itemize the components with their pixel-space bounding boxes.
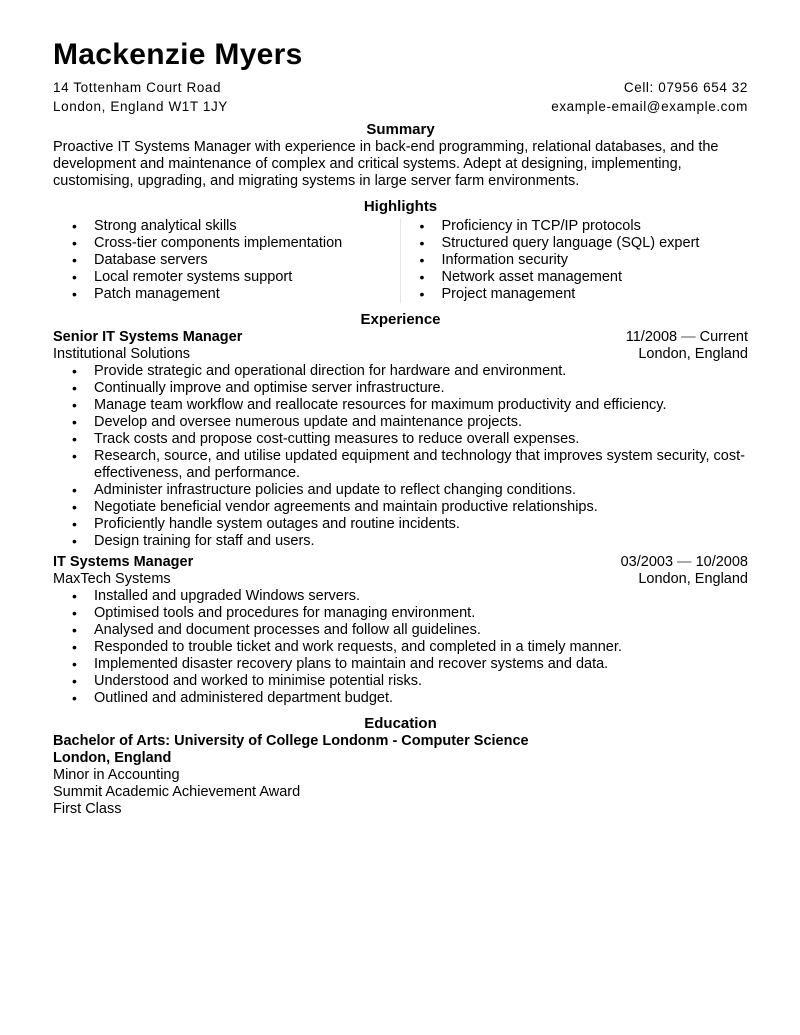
- highlight-item: • Cross-tier components implementation: [53, 235, 401, 252]
- job-header: [53, 329, 748, 346]
- education-honours: First Class: [53, 801, 122, 817]
- duty-item: • Continually improve and optimise server infrastructure.: [53, 380, 748, 397]
- duty-item: • Provide strategic and operational direction for hardware and environment.: [53, 363, 748, 380]
- job-start-date: 03/2003: [620, 554, 674, 570]
- duty-item: • Design training for staff and users.: [53, 533, 748, 550]
- duty-item: • Administer infrastructure policies and update to reflect changing conditions.: [53, 482, 748, 499]
- duty-item: • Manage team workflow and reallocate resources for maximum productivity and efficiency.: [53, 397, 748, 414]
- highlights-list: [53, 218, 748, 303]
- job-title: Senior IT Systems Manager: [53, 329, 243, 345]
- job-company-row: [53, 346, 748, 363]
- job-dates: [626, 329, 748, 346]
- email-address: example-email@example.com: [551, 99, 748, 114]
- highlight-item: • Strong analytical skills: [53, 218, 401, 235]
- job-company: MaxTech Systems: [53, 571, 171, 587]
- duty-item: • Negotiate beneficial vendor agreements and maintain productive relationships.: [53, 499, 748, 516]
- duty-item: • Optimised tools and procedures for managing environment.: [53, 605, 748, 622]
- duty-item: • Responded to trouble ticket and work requests, and completed in a timely manner.: [53, 639, 748, 656]
- job-duties-list: [53, 588, 748, 707]
- highlight-item: • Network asset management: [401, 269, 749, 286]
- job-location: London, England: [638, 571, 748, 587]
- job-duties-list: [53, 363, 748, 550]
- job-entry-it-systems-manager: [53, 554, 748, 707]
- address-line-2: London, England W1T 1JY: [53, 99, 228, 114]
- date-separator: —: [677, 554, 692, 570]
- highlights-heading: Highlights: [363, 198, 438, 215]
- duty-item: • Research, source, and utilise updated equipment and technology that improves system security, cost-effectiveness, and performance.: [53, 448, 748, 482]
- duty-item: • Understood and worked to minimise potential risks.: [53, 673, 748, 690]
- duty-item: • Proficiently handle system outages and routine incidents.: [53, 516, 748, 533]
- summary-heading: Summary: [366, 121, 435, 138]
- highlight-item: • Information security: [401, 252, 749, 269]
- resume-page: [53, 38, 748, 818]
- job-end-date: 10/2008: [695, 554, 748, 570]
- education-heading: Education: [364, 715, 437, 732]
- education-minor: Minor in Accounting: [53, 767, 180, 783]
- highlight-item: • Patch management: [53, 286, 401, 303]
- phone-number: Cell: 07956 654 32: [623, 80, 748, 95]
- highlights-left-column: [53, 218, 401, 303]
- job-company: Institutional Solutions: [53, 346, 191, 362]
- duty-item: • Develop and oversee numerous update and maintenance projects.: [53, 414, 748, 431]
- date-separator: —: [681, 329, 696, 345]
- experience-heading: Experience: [360, 311, 441, 328]
- duty-item: • Installed and upgraded Windows servers.: [53, 588, 748, 605]
- duty-item: • Outlined and administered department budget.: [53, 690, 748, 707]
- highlight-item: • Project management: [401, 286, 749, 303]
- job-start-date: 11/2008: [625, 329, 678, 345]
- duty-item: • Implemented disaster recovery plans to maintain and recover systems and data.: [53, 656, 748, 673]
- job-title: IT Systems Manager: [53, 554, 194, 570]
- candidate-name: Mackenzie Myers: [53, 38, 303, 71]
- job-end-date: Current: [699, 329, 748, 345]
- education-award: Summit Academic Achievement Award: [53, 784, 301, 800]
- contact-row-2: [53, 97, 748, 116]
- job-header: [53, 554, 748, 571]
- job-location: London, England: [638, 346, 748, 362]
- highlight-item: • Database servers: [53, 252, 401, 269]
- address-line-1: 14 Tottenham Court Road: [53, 80, 222, 95]
- job-entry-senior-it-systems-manager: [53, 329, 748, 550]
- highlight-item: • Local remoter systems support: [53, 269, 401, 286]
- duty-item: • Track costs and propose cost-cutting measures to reduce overall expenses.: [53, 431, 748, 448]
- job-dates: [621, 554, 748, 571]
- summary-text: Proactive IT Systems Manager with experience in back-end programming, relational databases, and the development and maintenance of complex and critical systems. Adept at designing, implementing, customising, upgrading, and migrating systems in large server farm environments.: [53, 139, 719, 189]
- highlight-item: • Proficiency in TCP/IP protocols: [401, 218, 749, 235]
- education-location: London, England: [53, 750, 172, 766]
- education-degree: Bachelor of Arts: University of College Londonm - Computer Science: [53, 733, 529, 749]
- job-company-row: [53, 571, 748, 588]
- duty-item: • Analysed and document processes and follow all guidelines.: [53, 622, 748, 639]
- contact-row-1: [53, 78, 748, 97]
- highlights-right-column: [401, 218, 749, 303]
- highlight-item: • Structured query language (SQL) expert: [401, 235, 749, 252]
